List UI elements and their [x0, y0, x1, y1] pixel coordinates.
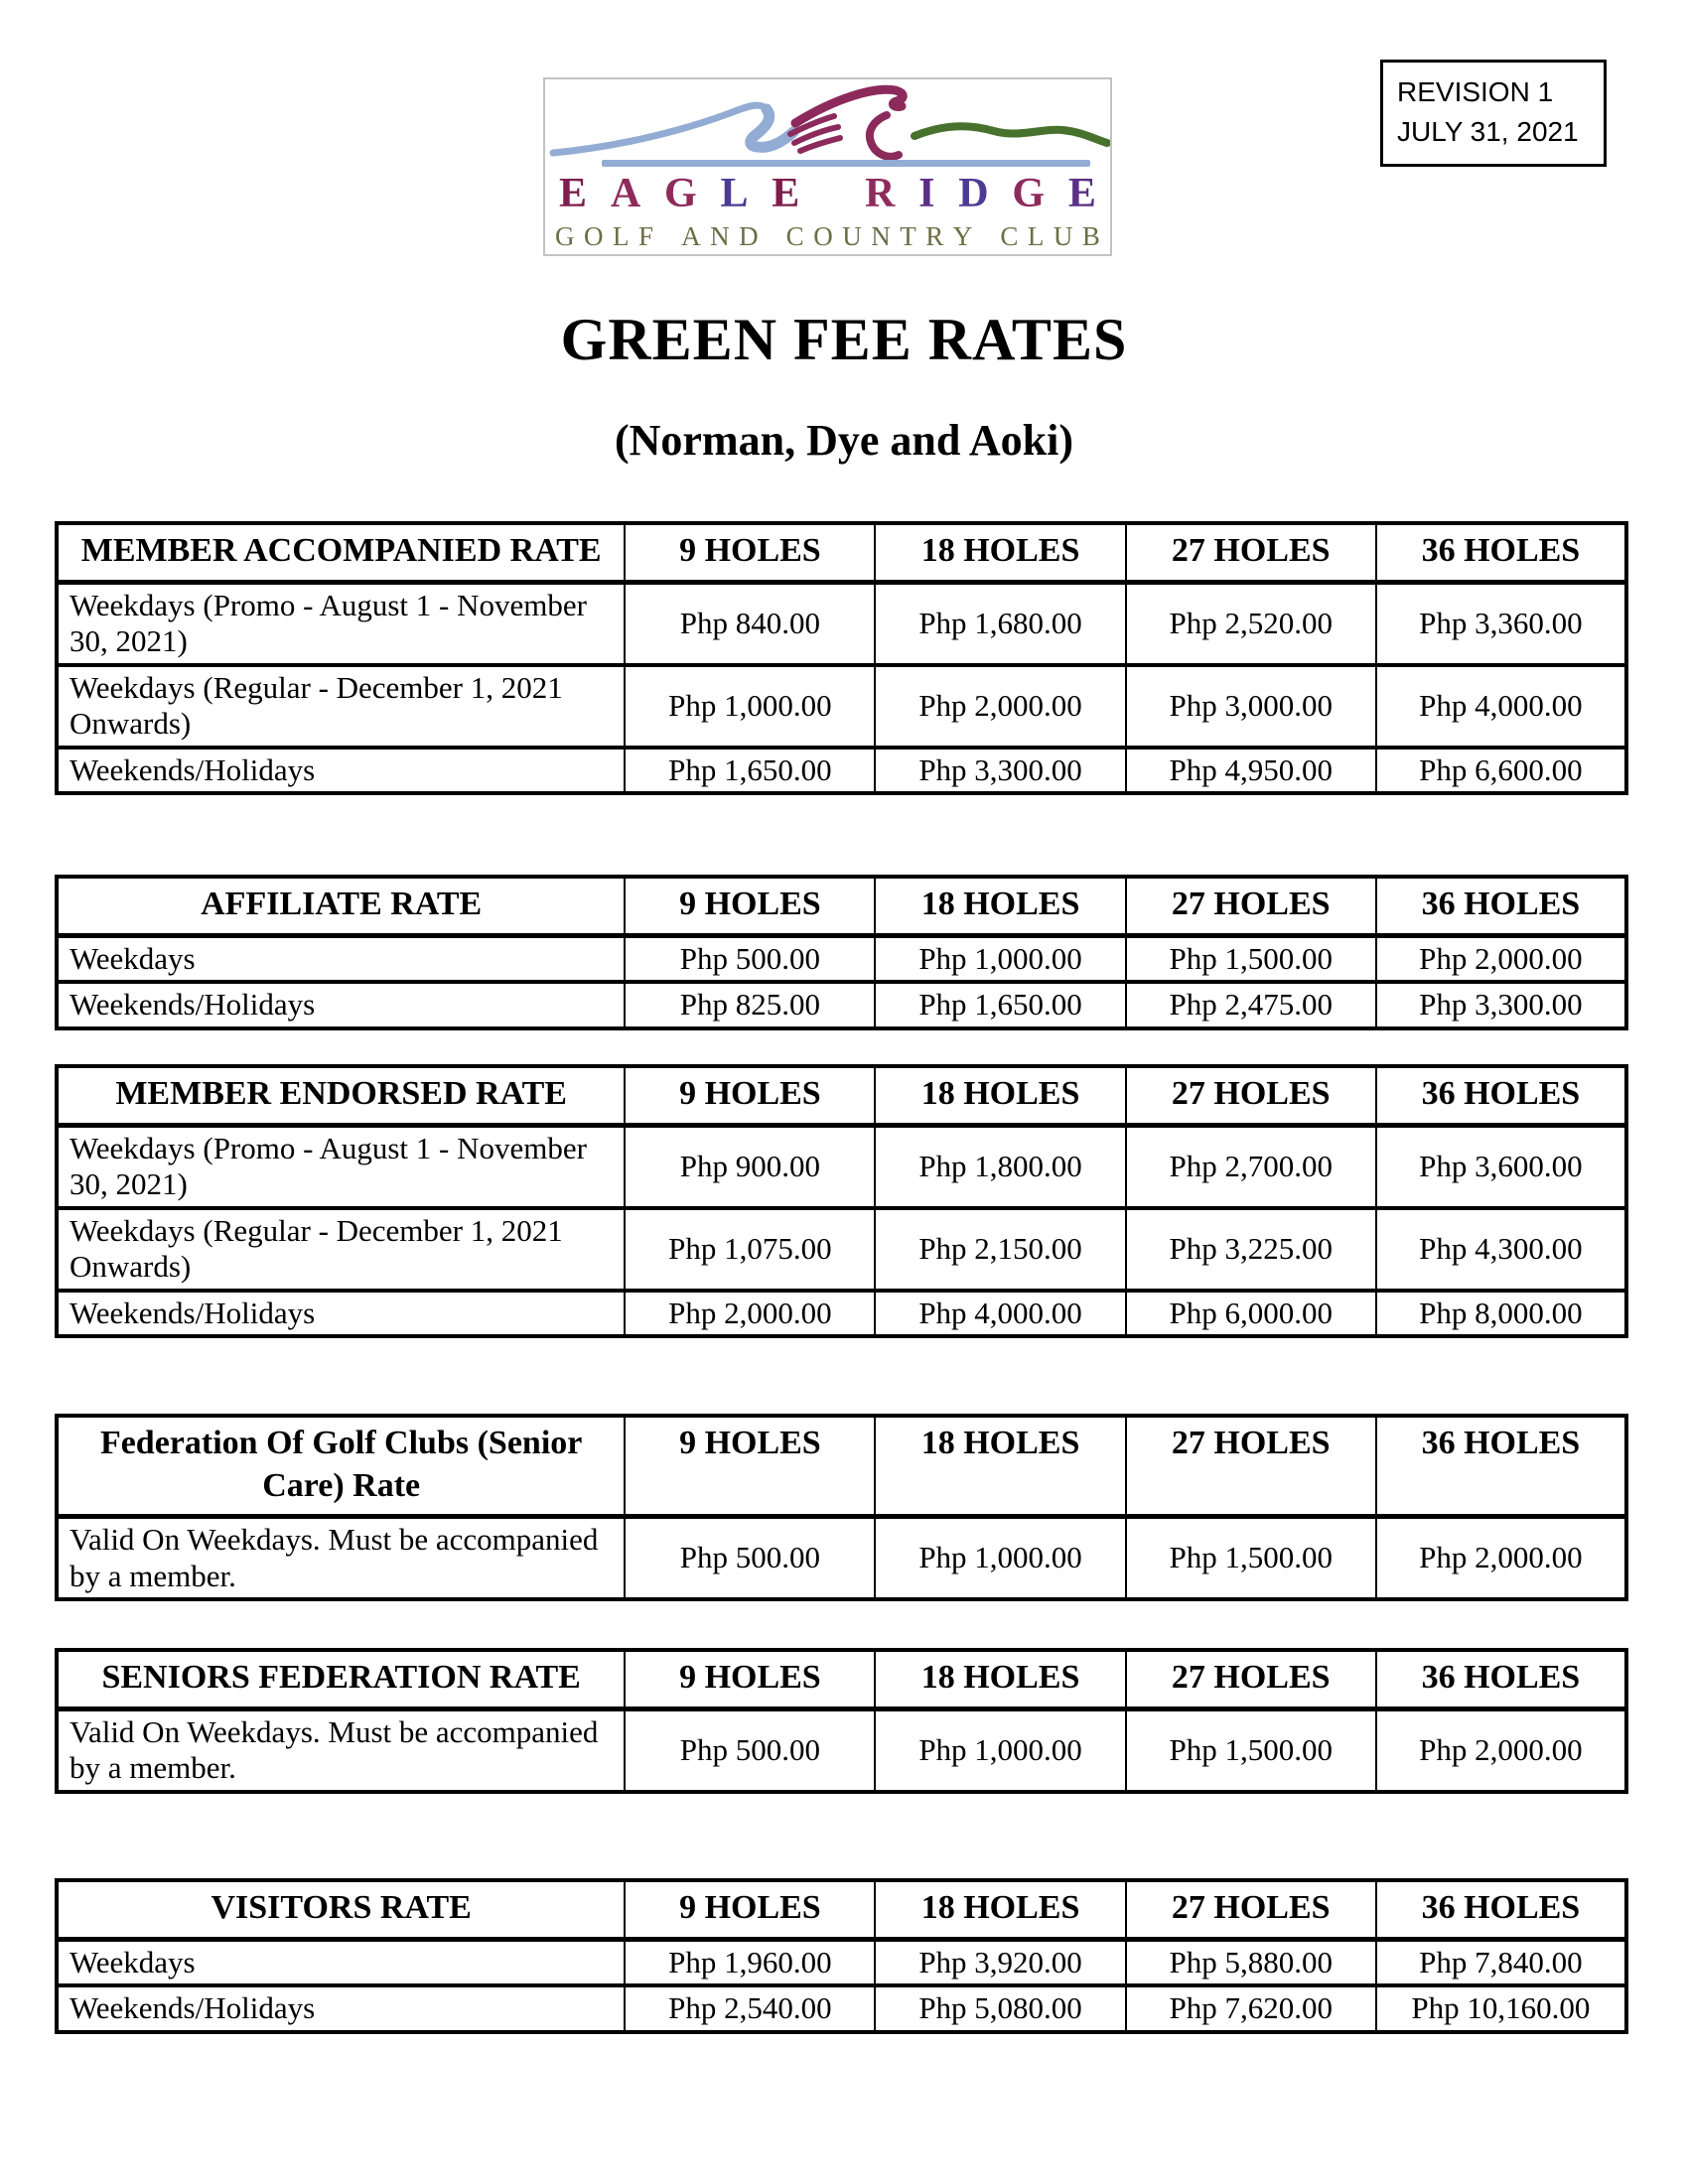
- rate-value: Php 840.00: [625, 582, 875, 665]
- column-header: 27 HOLES: [1126, 877, 1376, 935]
- rate-value: Php 2,150.00: [875, 1208, 1125, 1291]
- logo-underline-bar: [602, 160, 1090, 167]
- table-body: [57, 1517, 1626, 1600]
- rate-value: Php 1,000.00: [875, 1708, 1125, 1792]
- table-row: [57, 1125, 1626, 1208]
- row-label: Valid On Weekdays. Must be accompanied by a member.: [57, 1517, 625, 1600]
- column-header: 27 HOLES: [1126, 523, 1376, 582]
- row-label: Weekdays (Regular - December 1, 2021 Onwards): [57, 1208, 625, 1291]
- column-header: 9 HOLES: [625, 1066, 875, 1125]
- table-row: [57, 582, 1626, 665]
- rate-value: Php 4,000.00: [875, 1291, 1125, 1337]
- rate-value: Php 7,840.00: [1376, 1939, 1626, 1985]
- rate-value: Php 10,160.00: [1376, 1985, 1626, 2032]
- rate-value: Php 500.00: [625, 1708, 875, 1792]
- rate-value: Php 2,520.00: [1126, 582, 1376, 665]
- logo-subtitle-letter: N: [710, 221, 730, 251]
- logo-letter: I: [918, 171, 935, 216]
- rate-table: [55, 1064, 1628, 1338]
- row-label: Weekdays: [57, 935, 625, 982]
- column-header: 18 HOLES: [875, 523, 1125, 582]
- rate-value: Php 1,500.00: [1126, 1517, 1376, 1600]
- column-header: 9 HOLES: [625, 523, 875, 582]
- logo-subtitle-letter: O: [813, 221, 833, 251]
- logo-subtitle-letter: G: [555, 221, 575, 251]
- column-header: 9 HOLES: [625, 1880, 875, 1939]
- column-header: 27 HOLES: [1126, 1880, 1376, 1939]
- rate-table-grid: [55, 875, 1628, 1030]
- column-header: 18 HOLES: [875, 877, 1125, 935]
- column-header: 27 HOLES: [1126, 1650, 1376, 1708]
- rate-value: Php 1,000.00: [875, 935, 1125, 982]
- logo-subtitle-letter: Y: [952, 221, 973, 251]
- eagle-icon: [790, 89, 903, 157]
- page-title: GREEN FEE RATES: [560, 307, 1128, 372]
- row-label: Valid On Weekdays. Must be accompanied by a member.: [57, 1708, 625, 1792]
- row-label: Weekdays (Regular - December 1, 2021 Onwards): [57, 665, 625, 748]
- logo-subtitle-letter: D: [739, 221, 759, 251]
- rate-value: Php 4,950.00: [1126, 748, 1376, 794]
- rate-value: Php 3,600.00: [1376, 1125, 1626, 1208]
- logo-letter: E: [772, 171, 800, 216]
- row-label: Weekdays (Promo - August 1 - November 30, 2021): [57, 582, 625, 665]
- table-row: [57, 1985, 1626, 2032]
- rate-value: Php 4,300.00: [1376, 1208, 1626, 1291]
- rate-table: [55, 1648, 1628, 1794]
- table-body: [57, 1125, 1626, 1336]
- logo-subtitle-letter: L: [1027, 221, 1045, 251]
- rate-value: Php 2,000.00: [1376, 1517, 1626, 1600]
- rate-value: Php 1,000.00: [875, 1517, 1125, 1600]
- logo-letter: A: [610, 171, 641, 216]
- rate-value: Php 7,620.00: [1126, 1985, 1376, 2032]
- rate-table: [55, 521, 1628, 795]
- table-row: [57, 748, 1626, 794]
- table-row: [57, 982, 1626, 1028]
- logo-subtitle-letter: A: [681, 221, 701, 251]
- wave-green-icon: [914, 126, 1107, 143]
- header-row: [57, 1066, 1626, 1125]
- column-header: 36 HOLES: [1376, 1880, 1626, 1939]
- table-title: Federation Of Golf Clubs (Senior Care) Rate: [57, 1416, 625, 1517]
- rate-value: Php 2,540.00: [625, 1985, 875, 2032]
- column-header: 27 HOLES: [1126, 1066, 1376, 1125]
- row-label: Weekdays: [57, 1939, 625, 1985]
- column-header: 36 HOLES: [1376, 1066, 1626, 1125]
- revision-box: [1380, 60, 1607, 167]
- rate-table-grid: [55, 521, 1628, 795]
- revision-number: REVISION 1: [1397, 76, 1554, 107]
- rate-value: Php 500.00: [625, 1517, 875, 1600]
- rate-value: Php 1,960.00: [625, 1939, 875, 1985]
- column-header: 9 HOLES: [625, 1650, 875, 1708]
- logo-subtitle-letter: O: [584, 221, 604, 251]
- logo-name-row: [545, 173, 1110, 214]
- rate-value: Php 4,000.00: [1376, 665, 1626, 748]
- rate-table-grid: [55, 1878, 1628, 2034]
- logo-subtitle-letter: L: [613, 221, 630, 251]
- column-header: 36 HOLES: [1376, 1416, 1626, 1517]
- logo-letter: G: [663, 171, 697, 216]
- wave-blue-icon: [553, 105, 793, 153]
- column-header: 18 HOLES: [875, 1650, 1125, 1708]
- row-label: Weekdays (Promo - August 1 - November 30, 2021): [57, 1125, 625, 1208]
- table-body: [57, 935, 1626, 1028]
- row-label: Weekends/Holidays: [57, 982, 625, 1028]
- table-row: [57, 1517, 1626, 1600]
- header-row: [57, 1650, 1626, 1708]
- rate-value: Php 3,225.00: [1126, 1208, 1376, 1291]
- rate-value: Php 2,000.00: [875, 665, 1125, 748]
- rate-value: Php 2,000.00: [1376, 1708, 1626, 1792]
- column-header: 18 HOLES: [875, 1416, 1125, 1517]
- rate-table: [55, 875, 1628, 1030]
- rate-value: Php 1,680.00: [875, 582, 1125, 665]
- header-row: [57, 523, 1626, 582]
- logo-letter: E: [559, 171, 588, 216]
- rate-table-grid: [55, 1414, 1628, 1601]
- logo-subtitle-letter: N: [871, 221, 891, 251]
- rate-value: Php 3,920.00: [875, 1939, 1125, 1985]
- rate-value: Php 3,000.00: [1126, 665, 1376, 748]
- column-header: 18 HOLES: [875, 1066, 1125, 1125]
- rate-value: Php 825.00: [625, 982, 875, 1028]
- rate-value: Php 3,360.00: [1376, 582, 1626, 665]
- logo-letter: R: [864, 171, 896, 216]
- table-body: [57, 582, 1626, 793]
- rate-value: Php 3,300.00: [1376, 982, 1626, 1028]
- logo-subtitle-letter: T: [900, 221, 916, 251]
- rate-value: Php 1,800.00: [875, 1125, 1125, 1208]
- rate-value: Php 5,080.00: [875, 1985, 1125, 2032]
- table-row: [57, 1208, 1626, 1291]
- table-row: [57, 935, 1626, 982]
- row-label: Weekends/Holidays: [57, 748, 625, 794]
- rate-value: Php 3,300.00: [875, 748, 1125, 794]
- header-row: [57, 1416, 1626, 1517]
- rate-value: Php 1,650.00: [625, 748, 875, 794]
- row-label: Weekends/Holidays: [57, 1985, 625, 2032]
- table-row: [57, 1291, 1626, 1337]
- logo-swoosh-graphic: [545, 79, 1110, 171]
- rate-table: [55, 1878, 1628, 2034]
- rate-value: Php 500.00: [625, 935, 875, 982]
- rate-table-grid: [55, 1648, 1628, 1794]
- column-header: 36 HOLES: [1376, 523, 1626, 582]
- club-logo: [543, 77, 1112, 256]
- table-title: VISITORS RATE: [57, 1880, 625, 1939]
- rate-value: Php 900.00: [625, 1125, 875, 1208]
- column-header: 18 HOLES: [875, 1880, 1125, 1939]
- rate-value: Php 1,500.00: [1126, 935, 1376, 982]
- column-header: 9 HOLES: [625, 877, 875, 935]
- table-row: [57, 1939, 1626, 1985]
- logo-subtitle-letter: C: [785, 221, 804, 251]
- column-header: 36 HOLES: [1376, 877, 1626, 935]
- header-row: [57, 1880, 1626, 1939]
- revision-date: JULY 31, 2021: [1397, 115, 1579, 147]
- logo-letter: L: [720, 171, 749, 216]
- logo-subtitle-letter: U: [1053, 221, 1073, 251]
- table-title: SENIORS FEDERATION RATE: [57, 1650, 625, 1708]
- table-title: MEMBER ACCOMPANIED RATE: [57, 523, 625, 582]
- table-row: [57, 665, 1626, 748]
- rate-value: Php 1,500.00: [1126, 1708, 1376, 1792]
- page-subtitle: (Norman, Dye and Aoki): [614, 416, 1074, 465]
- logo-subtitle-letter: R: [925, 221, 944, 251]
- table-body: [57, 1708, 1626, 1792]
- rate-value: Php 2,000.00: [1376, 935, 1626, 982]
- table-title: MEMBER ENDORSED RATE: [57, 1066, 625, 1125]
- row-label: Weekends/Holidays: [57, 1291, 625, 1337]
- logo-subtitle-letter: B: [1081, 221, 1100, 251]
- logo-subtitle-letter: U: [842, 221, 862, 251]
- logo-letter: G: [1012, 171, 1046, 216]
- rate-value: Php 6,600.00: [1376, 748, 1626, 794]
- rate-table-grid: [55, 1064, 1628, 1338]
- table-row: [57, 1708, 1626, 1792]
- logo-letter: D: [958, 171, 989, 216]
- rate-value: Php 2,475.00: [1126, 982, 1376, 1028]
- logo-subtitle-row: [545, 223, 1110, 250]
- column-header: 9 HOLES: [625, 1416, 875, 1517]
- rate-value: Php 1,075.00: [625, 1208, 875, 1291]
- logo-letter: E: [1067, 171, 1096, 216]
- logo-subtitle-letter: C: [1000, 221, 1019, 251]
- rate-value: Php 5,880.00: [1126, 1939, 1376, 1985]
- rate-value: Php 8,000.00: [1376, 1291, 1626, 1337]
- logo-subtitle-letter: F: [638, 221, 654, 251]
- rate-value: Php 6,000.00: [1126, 1291, 1376, 1337]
- column-header: 27 HOLES: [1126, 1416, 1376, 1517]
- rate-value: Php 2,700.00: [1126, 1125, 1376, 1208]
- rate-table: [55, 1414, 1628, 1601]
- rate-value: Php 1,650.00: [875, 982, 1125, 1028]
- table-title: AFFILIATE RATE: [57, 877, 625, 935]
- rate-value: Php 1,000.00: [625, 665, 875, 748]
- rate-value: Php 2,000.00: [625, 1291, 875, 1337]
- header-row: [57, 877, 1626, 935]
- column-header: 36 HOLES: [1376, 1650, 1626, 1708]
- table-body: [57, 1939, 1626, 2032]
